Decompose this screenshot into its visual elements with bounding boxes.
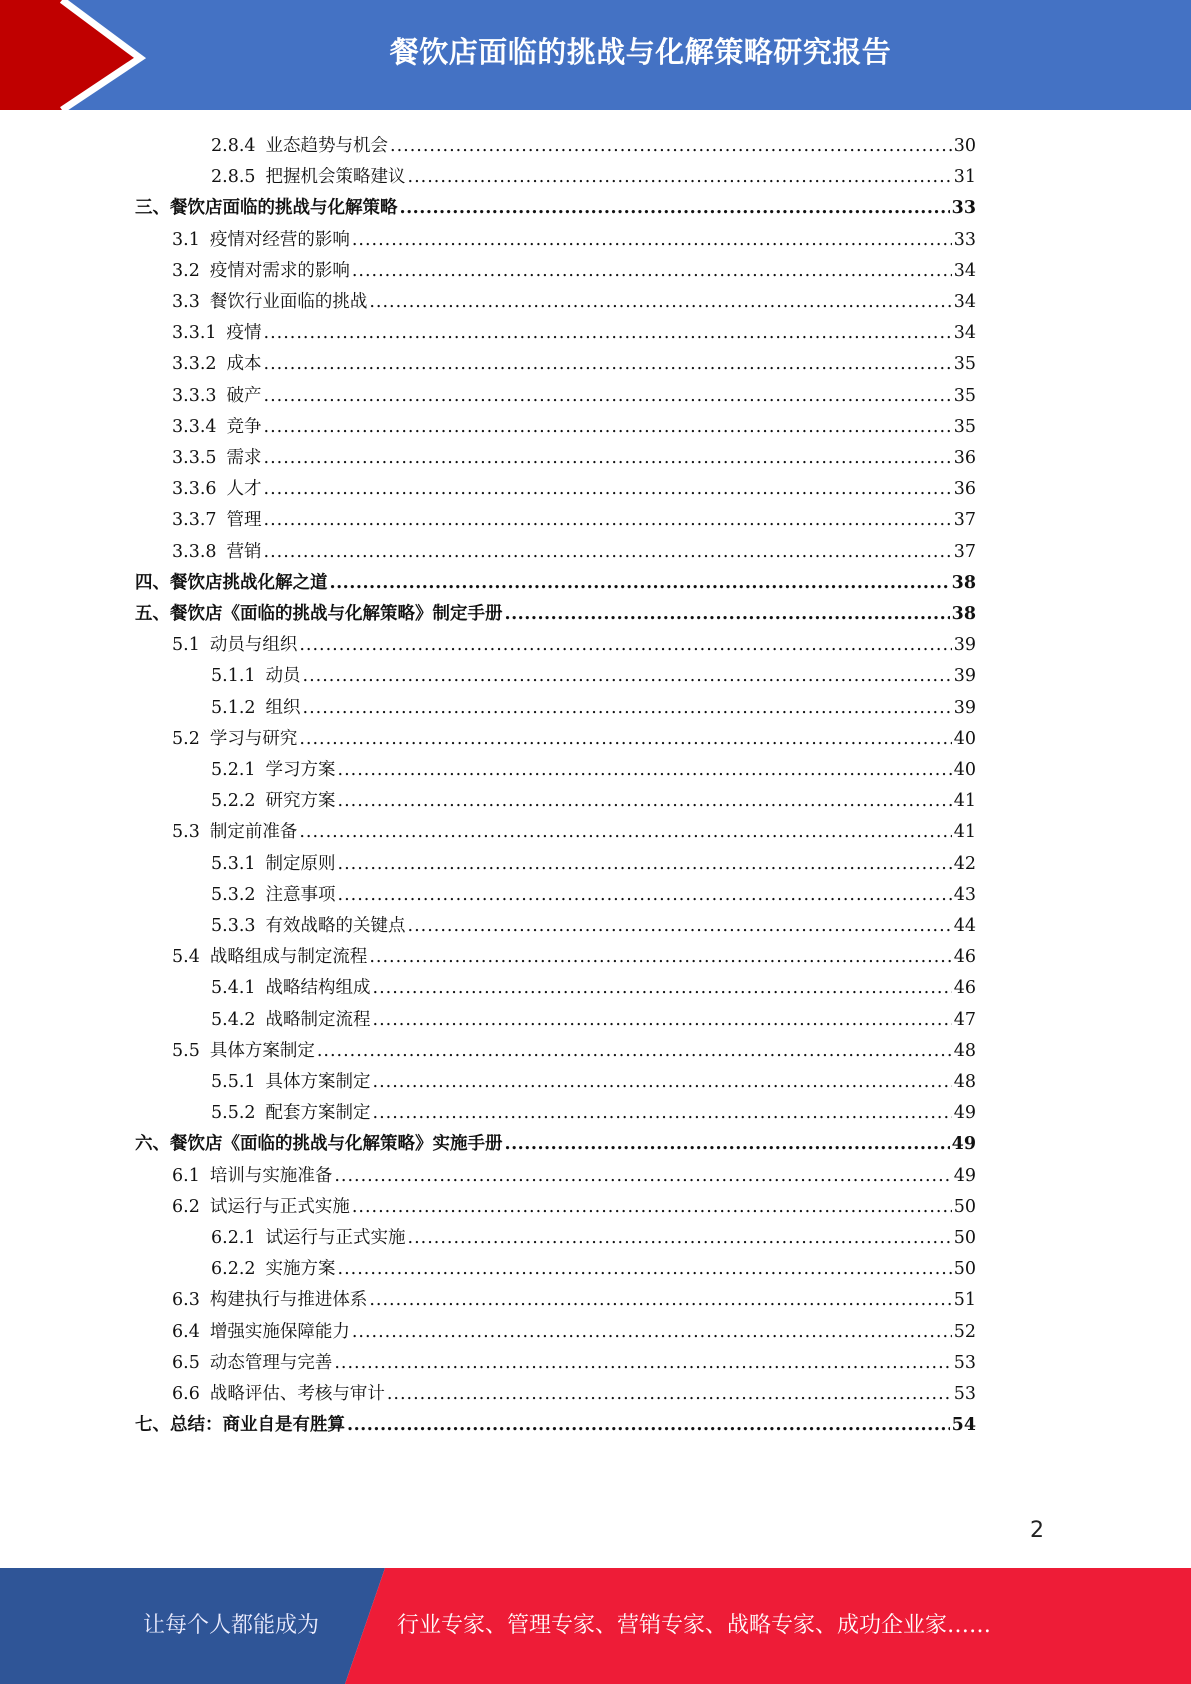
toc-entry[interactable] [172, 942, 976, 972]
dot-leader [299, 630, 951, 660]
toc-entry-page: 50 [953, 1259, 976, 1280]
toc-entry-title: 战略结构组成 [265, 978, 371, 999]
toc-entry-number: 3.3.2 [172, 354, 217, 375]
toc-entry-title: 实施方案 [265, 1259, 336, 1280]
toc-entry-title: 战略制定流程 [265, 1009, 371, 1030]
dot-leader [373, 973, 952, 1003]
dot-leader [369, 1285, 951, 1315]
toc-entry-page: 49 [951, 1134, 976, 1155]
toc-entry-title: 把握机会策略建议 [265, 167, 406, 188]
toc-entry[interactable] [211, 880, 976, 910]
toc-entry-page: 36 [953, 448, 976, 468]
toc-entry-page: 47 [953, 1009, 976, 1030]
dot-leader [338, 755, 952, 785]
toc-entry-page: 33 [951, 198, 976, 219]
toc-entry[interactable] [211, 1067, 976, 1097]
dot-leader [264, 537, 952, 567]
toc-entry-number: 6.3 [172, 1290, 200, 1311]
dot-leader [352, 1192, 952, 1222]
toc-entry-number: 6.4 [172, 1321, 200, 1342]
toc-entry-title: 动态管理与完善 [209, 1352, 333, 1373]
toc-entry-number: 3.3.6 [172, 479, 217, 500]
toc-entry-page: 53 [953, 1352, 976, 1373]
toc-entry[interactable] [211, 1223, 976, 1253]
toc-entry[interactable] [211, 911, 976, 941]
toc-entry[interactable] [172, 817, 976, 847]
dot-leader [387, 1379, 952, 1409]
dot-leader [338, 1254, 952, 1284]
toc-entry-page: 37 [953, 510, 976, 531]
toc-entry-number: 5.5.2 [211, 1103, 256, 1124]
toc-entry-title: 战略评估、考核与审计 [209, 1384, 385, 1404]
dot-leader [264, 349, 952, 379]
toc-entry-number: 5.4.2 [211, 1009, 256, 1030]
toc-entry[interactable] [172, 349, 976, 379]
toc-entry-title: 构建执行与推进体系 [209, 1290, 368, 1311]
dot-leader [264, 318, 952, 348]
toc-entry-page: 40 [953, 760, 976, 780]
dot-leader [347, 1410, 950, 1440]
toc-entry-number: 6.5 [172, 1352, 200, 1373]
toc-entry-page: 54 [951, 1415, 976, 1436]
dot-leader [373, 1098, 952, 1128]
dot-leader [505, 1129, 950, 1159]
toc-entry[interactable] [172, 1317, 976, 1347]
toc-entry[interactable] [211, 661, 976, 691]
toc-entry-title: 管理 [226, 510, 262, 531]
toc-entry-page: 34 [953, 292, 976, 312]
toc-entry-number: 5.4.1 [211, 978, 256, 999]
dot-leader [317, 1036, 952, 1066]
toc-entry-page: 50 [953, 1228, 976, 1248]
toc-entry[interactable] [172, 724, 976, 754]
dot-leader [390, 131, 952, 161]
toc-entry-title: 试运行与正式实施 [265, 1228, 406, 1248]
toc-entry-number: 六、 [135, 1134, 170, 1155]
toc-entry-title: 学习与研究 [209, 728, 298, 749]
toc-entry-title: 竞争 [226, 416, 262, 437]
toc-entry-page: 43 [953, 884, 976, 905]
toc-entry-title: 人才 [226, 479, 262, 500]
toc-entry-title: 总结：商业自是有胜算 [170, 1415, 345, 1436]
toc-entry-page: 50 [953, 1196, 976, 1217]
toc-entry-page: 42 [953, 853, 976, 874]
toc-entry-page: 34 [953, 323, 976, 344]
toc-entry-title: 餐饮店挑战化解之道 [170, 572, 328, 593]
toc-entry-title: 疫情对经营的影响 [209, 229, 350, 250]
toc-entry-page: 34 [953, 260, 976, 281]
toc-entry[interactable] [211, 1005, 976, 1035]
toc-entry-page: 38 [951, 572, 976, 593]
toc-entry-number: 5.2 [172, 728, 200, 749]
dot-leader [338, 849, 952, 879]
toc-entry-title: 餐饮行业面临的挑战 [209, 292, 368, 312]
toc-entry-number: 3.3.1 [172, 323, 217, 344]
toc-entry[interactable] [211, 162, 976, 192]
toc-entry-page: 33 [953, 229, 976, 250]
dot-leader [373, 1005, 952, 1035]
toc-entry-number: 三、 [135, 198, 170, 219]
dot-leader [299, 817, 951, 847]
toc-entry-title: 餐饮店面临的挑战与化解策略 [170, 198, 398, 219]
toc-entry-title: 增强实施保障能力 [209, 1321, 350, 1342]
toc-entry-title: 学习方案 [265, 760, 336, 780]
dot-leader [264, 474, 952, 504]
toc-entry[interactable] [211, 1098, 976, 1128]
toc-entry-page: 35 [953, 354, 976, 375]
toc-entry-number: 5.3.2 [211, 884, 256, 905]
dot-leader [264, 381, 952, 411]
toc-entry[interactable] [172, 505, 976, 535]
toc-entry-title: 餐饮店《面临的挑战与化解策略》实施手册 [170, 1134, 503, 1155]
toc-entry[interactable] [172, 318, 976, 348]
dot-leader [264, 412, 952, 442]
toc-entry-title: 研究方案 [265, 791, 336, 812]
toc-entry[interactable] [172, 412, 976, 442]
toc-entry-title: 战略组成与制定流程 [209, 947, 368, 968]
toc-entry-number: 七、 [135, 1415, 170, 1436]
toc-entry-title: 制定前准备 [209, 822, 298, 843]
dot-leader [264, 443, 952, 473]
toc-entry-number: 3.3.8 [172, 541, 217, 562]
footer-slogan-right: 行业专家、管理专家、营销专家、战略专家、成功企业家…… [397, 1613, 992, 1638]
toc-entry-number: 5.2.1 [211, 760, 256, 780]
toc-entry[interactable] [172, 1348, 976, 1378]
toc-entry-page: 46 [953, 978, 976, 999]
toc-entry-page: 35 [953, 416, 976, 437]
toc-entry-title: 餐饮店《面临的挑战与化解策略》制定手册 [170, 604, 503, 624]
toc-entry-title: 动员 [265, 666, 301, 687]
toc-entry-page: 30 [953, 136, 976, 156]
toc-entry-page: 52 [953, 1321, 976, 1342]
toc-entry-number: 6.2 [172, 1196, 200, 1217]
dot-leader [299, 724, 951, 754]
toc-entry[interactable] [172, 381, 976, 411]
toc-entry-number: 3.2 [172, 260, 200, 281]
toc-entry-page: 38 [951, 604, 976, 624]
toc-entry-page: 36 [953, 479, 976, 500]
toc-entry-title: 成本 [226, 354, 262, 375]
toc-entry-number: 3.3.3 [172, 385, 217, 406]
toc-entry-page: 39 [953, 635, 976, 656]
page-header [0, 0, 1191, 110]
toc-entry-number: 3.3.4 [172, 416, 217, 437]
toc-entry[interactable] [172, 1161, 976, 1191]
toc-entry-title: 动员与组织 [209, 635, 298, 656]
toc-entry[interactable] [211, 755, 976, 785]
toc-entry-title: 配套方案制定 [265, 1103, 371, 1124]
dot-leader [369, 942, 951, 972]
dot-leader [408, 162, 952, 192]
toc-entry-title: 试运行与正式实施 [209, 1196, 350, 1217]
toc-entry-number: 5.1 [172, 635, 200, 656]
toc-entry-page: 48 [953, 1040, 976, 1061]
toc-entry-page: 41 [953, 791, 976, 812]
toc-entry-page: 53 [953, 1384, 976, 1404]
dot-leader [303, 693, 952, 723]
toc-entry-number: 6.6 [172, 1384, 200, 1404]
dot-leader [352, 225, 952, 255]
toc-entry-title: 营销 [226, 541, 262, 562]
toc-entry[interactable] [211, 973, 976, 1003]
toc-entry-number: 5.4 [172, 947, 200, 968]
toc-entry-number: 3.3 [172, 292, 200, 312]
dot-leader [408, 911, 952, 941]
dot-leader [352, 256, 952, 286]
dot-leader [303, 661, 952, 691]
toc-entry-title: 业态趋势与机会 [265, 136, 389, 156]
toc-entry-title: 疫情对需求的影响 [209, 260, 350, 281]
toc-entry[interactable] [172, 443, 976, 473]
toc-entry[interactable] [211, 786, 976, 816]
toc-entry-page: 44 [953, 916, 976, 936]
toc-entry-page: 51 [953, 1290, 976, 1311]
toc-entry-number: 2.8.4 [211, 136, 256, 156]
toc-entry[interactable] [135, 568, 976, 598]
toc-entry-title: 注意事项 [265, 884, 336, 905]
page-number: 2 [1030, 1518, 1044, 1543]
toc-entry-title: 制定原则 [265, 853, 336, 874]
toc-entry-number: 3.1 [172, 229, 200, 250]
toc-entry-number: 6.2.2 [211, 1259, 256, 1280]
toc-entry-number: 5.5.1 [211, 1072, 256, 1092]
toc-entry-title: 具体方案制定 [209, 1040, 315, 1061]
toc-entry[interactable] [172, 474, 976, 504]
toc-entry-page: 48 [953, 1072, 976, 1092]
dot-leader [505, 599, 950, 629]
footer-slogan-left: 让每个人都能成为 [143, 1613, 320, 1638]
toc-entry-title: 具体方案制定 [265, 1072, 371, 1092]
toc-entry-number: 5.5 [172, 1040, 200, 1061]
toc-entry-page: 46 [953, 947, 976, 968]
toc-entry[interactable] [211, 693, 976, 723]
toc-entry-number: 五、 [135, 604, 170, 624]
dot-leader [400, 193, 950, 223]
dot-leader [408, 1223, 952, 1253]
dot-leader [369, 287, 951, 317]
toc-entry-page: 40 [953, 728, 976, 749]
toc-entry[interactable] [135, 193, 976, 223]
toc-entry[interactable] [172, 630, 976, 660]
toc-entry-number: 5.3.1 [211, 853, 256, 874]
toc-entry[interactable] [172, 1285, 976, 1315]
toc-entry-page: 35 [953, 385, 976, 406]
dot-leader [352, 1317, 952, 1347]
dot-leader [264, 505, 952, 535]
toc-entry-number: 2.8.5 [211, 167, 256, 188]
toc-entry[interactable] [172, 1379, 976, 1409]
toc-entry-page: 31 [953, 167, 976, 188]
toc-entry-title: 组织 [265, 697, 301, 718]
toc-entry-title: 破产 [226, 385, 262, 406]
toc-entry-page: 49 [953, 1103, 976, 1124]
toc-entry[interactable] [172, 287, 976, 317]
toc-entry-title: 疫情 [226, 323, 262, 344]
dot-leader [334, 1161, 951, 1191]
toc-entry[interactable] [135, 599, 976, 629]
toc-entry[interactable] [172, 1036, 976, 1066]
toc-entry[interactable] [172, 537, 976, 567]
toc-entry-title: 需求 [226, 448, 262, 468]
report-title: 餐饮店面临的挑战与化解策略研究报告 [389, 35, 892, 69]
page-footer [0, 1568, 1191, 1684]
toc-entry[interactable] [211, 131, 976, 161]
toc-entry[interactable] [211, 849, 976, 879]
toc-entry[interactable] [135, 1410, 976, 1440]
toc-entry-number: 3.3.5 [172, 448, 217, 468]
toc-entry[interactable] [135, 1129, 976, 1159]
toc-entry-number: 四、 [135, 572, 170, 593]
toc-entry-number: 5.1.2 [211, 697, 256, 718]
toc-entry-number: 5.3 [172, 822, 200, 843]
toc-entry-number: 6.1 [172, 1165, 200, 1186]
toc-entry[interactable] [211, 1254, 976, 1284]
dot-leader [338, 786, 952, 816]
toc-entry[interactable] [172, 256, 976, 286]
toc-entry[interactable] [172, 225, 976, 255]
toc-entry-number: 3.3.7 [172, 510, 217, 531]
toc-entry-page: 49 [953, 1165, 976, 1186]
toc-entry-page: 41 [953, 822, 976, 843]
toc-entry-title: 培训与实施准备 [209, 1165, 333, 1186]
toc-entry-number: 5.2.2 [211, 791, 256, 812]
dot-leader [373, 1067, 952, 1097]
toc-entry-number: 5.1.1 [211, 666, 256, 687]
toc-entry-title: 有效战略的关键点 [265, 916, 406, 936]
toc-entry-page: 37 [953, 541, 976, 562]
toc-entry-page: 39 [953, 697, 976, 718]
dot-leader [334, 1348, 951, 1378]
toc-entry-number: 6.2.1 [211, 1228, 256, 1248]
toc-entry-page: 39 [953, 666, 976, 687]
dot-leader [338, 880, 952, 910]
toc-entry-number: 5.3.3 [211, 916, 256, 936]
dot-leader [330, 568, 950, 598]
toc-entry[interactable] [172, 1192, 976, 1222]
